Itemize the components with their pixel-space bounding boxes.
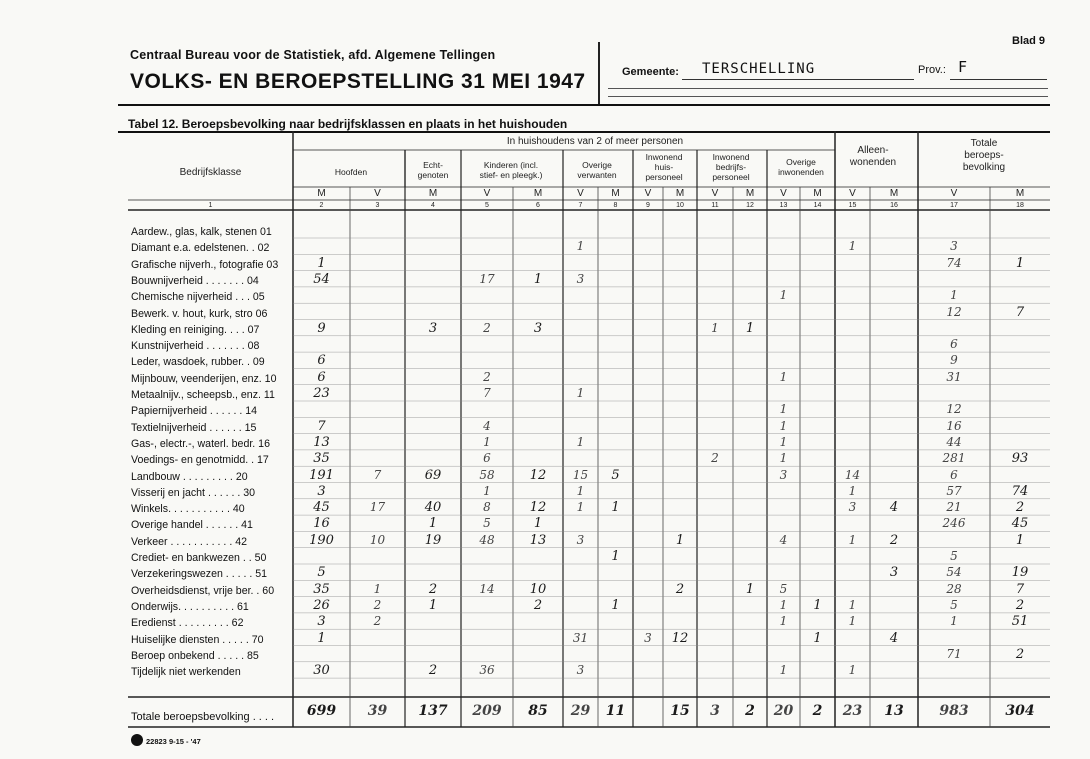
cell-value: 51 (1011, 614, 1029, 630)
sub-header-m: M (533, 188, 543, 199)
cell-value: 2 (675, 581, 685, 597)
cell-value: 191 (309, 467, 334, 483)
cell-value: 40 (424, 500, 442, 516)
cell-value: 1 (745, 320, 755, 336)
cell-value: 2 (1015, 500, 1025, 516)
row-label: Beroep onbekend . . . . . 85 (131, 649, 259, 662)
cell-value: 2 (428, 663, 438, 679)
sub-header-m: M (1015, 188, 1025, 199)
total-value: 39 (367, 703, 388, 719)
sub-header-v: V (950, 188, 958, 199)
cell-value: 281 (942, 451, 966, 466)
cell-value: 58 (479, 467, 495, 482)
column-number: 9 (646, 202, 650, 209)
cell-value: 246 (942, 516, 966, 531)
row-label: Gas-, electr.-, waterl. bedr. 16 (131, 437, 270, 450)
cell-value: 4 (889, 500, 899, 516)
prov-line (950, 79, 1047, 80)
column-number: 15 (848, 202, 857, 209)
cell-value: 10 (369, 532, 386, 547)
form-title: VOLKS- EN BEROEPSTELLING 31 MEI 1947 (130, 70, 586, 93)
cell-value: 54 (946, 565, 962, 580)
total-value: 2 (812, 703, 823, 719)
column-number: 5 (485, 202, 489, 209)
cell-value: 21 (946, 500, 962, 515)
column-number: 10 (676, 202, 684, 209)
sub-header-m: M (813, 188, 822, 199)
row-label: Papiernijverheid . . . . . . 14 (131, 405, 258, 418)
cell-value: 31 (946, 369, 962, 384)
total-value: 699 (306, 703, 337, 719)
cell-value: 1 (576, 483, 585, 498)
cell-value: 6 (950, 337, 958, 352)
header-divider (598, 42, 600, 104)
sub-header-v: V (577, 188, 584, 199)
row-label: Overheidsdienst, vrije ber. . 60 (131, 584, 275, 597)
cell-value: 3 (533, 320, 543, 336)
gemeente-value: TERSCHELLING (702, 61, 816, 77)
row-label: Kleding en reiniging. . . . 07 (131, 323, 260, 336)
column-number: 2 (319, 202, 324, 209)
cell-value: 3 (317, 614, 326, 630)
total-value: 11 (605, 703, 626, 719)
cell-value: 1 (779, 402, 788, 417)
row-label: Crediet- en bankwezen . . 50 (131, 552, 267, 564)
cell-value: 16 (946, 418, 962, 433)
header-rule (118, 104, 1050, 106)
cell-value: 1 (848, 614, 857, 629)
cell-value: 1 (779, 451, 788, 466)
cell-value: 2 (1015, 646, 1025, 662)
total-value: 209 (472, 703, 502, 719)
page-number: Blad 9 (1012, 35, 1046, 47)
row-label: Verzekeringswezen . . . . . 51 (131, 568, 268, 581)
cell-value: 1 (779, 434, 788, 449)
sub-header-m: M (675, 188, 685, 199)
cell-value: 17 (479, 271, 495, 286)
cell-value: 6 (483, 451, 491, 466)
cell-value: 5 (317, 565, 326, 581)
sub-header-m: M (428, 188, 438, 199)
sub-header-v: V (849, 188, 856, 199)
col-overige-verwanten: Overige verwanten (577, 160, 617, 180)
cell-value: 14 (479, 581, 495, 596)
table-caption: Tabel 12. Beroepsbevolking naar bedrijfsklassen en plaats in het huishouden (128, 117, 568, 131)
column-number: 4 (431, 202, 435, 209)
cell-value: 5 (950, 549, 958, 563)
cell-value: 13 (529, 532, 547, 548)
cell-value: 1 (779, 288, 788, 303)
row-label: Tijdelijk niet werkenden (131, 666, 241, 679)
cell-value: 1 (779, 418, 788, 433)
column-number: 7 (578, 202, 583, 209)
cell-value: 1 (1015, 255, 1025, 271)
cell-value: 1 (576, 500, 585, 515)
sub-header-m: M (611, 188, 620, 199)
cell-value: 1 (533, 516, 543, 532)
group-header: In huishoudens van 2 of meer personen (506, 136, 684, 147)
cell-value: 3 (576, 663, 585, 678)
cell-value: 93 (1011, 451, 1029, 467)
total-value: 304 (1005, 703, 1035, 719)
cell-value: 8 (483, 500, 491, 515)
cell-value: 1 (483, 483, 491, 498)
total-value: 2 (745, 703, 755, 719)
cell-value: 3 (848, 500, 857, 515)
column-number: 3 (375, 202, 380, 209)
column-number: 16 (890, 202, 898, 209)
cell-value: 7 (483, 386, 491, 400)
cell-value: 1 (428, 516, 438, 532)
total-value: 15 (670, 703, 690, 719)
row-label: Bewerk. v. hout, kurk, stro 06 (131, 307, 268, 320)
cell-value: 1 (576, 239, 585, 254)
row-label: Leder, wasdoek, rubber. . 09 (131, 356, 265, 369)
row-label: Huiselijke diensten . . . . . 70 (131, 633, 264, 646)
column-number: 8 (613, 202, 618, 209)
row-label: Eredienst . . . . . . . . . 62 (131, 617, 244, 630)
cell-value: 2 (1015, 597, 1025, 613)
cell-value: 15 (572, 467, 589, 482)
cell-value: 5 (950, 597, 958, 612)
cell-value: 4 (483, 418, 491, 433)
cell-value: 45 (1011, 516, 1029, 532)
cell-value: 1 (533, 271, 543, 287)
cell-value: 1 (428, 597, 438, 613)
cell-value: 1 (711, 320, 719, 335)
row-label: Visserij en jacht . . . . . . 30 (131, 486, 256, 499)
cell-value: 36 (479, 663, 495, 678)
blank-line (608, 88, 1048, 89)
cell-value: 31 (572, 630, 589, 645)
cell-value: 3 (576, 532, 585, 547)
cell-value: 14 (844, 467, 861, 482)
cell-value: 2 (889, 532, 899, 548)
cell-value: 3 (889, 565, 899, 581)
total-value: 85 (528, 703, 548, 719)
total-value: 20 (773, 703, 794, 719)
sub-header-m: M (889, 188, 899, 199)
sub-header-v: V (483, 188, 491, 199)
cell-value: 1 (317, 630, 326, 646)
cell-value: 3 (428, 320, 438, 336)
prov-value: F (958, 58, 968, 76)
sub-header-v: V (644, 188, 652, 199)
col-totale-beroepsbevolking: Totale beroeps- bevolking (962, 138, 1006, 173)
cell-value: 1 (813, 597, 822, 613)
cell-value: 2 (373, 597, 382, 612)
bureau-header: Centraal Bureau voor de Statistiek, afd. Algemene Tellingen (130, 48, 496, 62)
cell-value: 1 (950, 614, 958, 629)
cell-value: 48 (479, 532, 495, 547)
gemeente-label: Gemeente: (622, 66, 679, 78)
row-label: Diamant e.a. edelstenen. . 02 (131, 242, 270, 255)
cell-value: 2 (711, 451, 719, 466)
cell-value: 6 (317, 369, 326, 385)
cell-value: 2 (483, 369, 491, 384)
cell-value: 9 (317, 320, 326, 336)
caption-rule (118, 131, 1050, 133)
cell-value: 71 (946, 646, 962, 661)
col-inwonend-bedrijfspersoneel: Inwonend bedrijfs- personeel (712, 152, 750, 182)
cell-value: 35 (313, 451, 330, 467)
cell-value: 44 (946, 434, 962, 449)
column-number: 13 (779, 202, 788, 209)
cell-value: 4 (779, 532, 788, 547)
cell-value: 12 (529, 467, 547, 483)
column-number: 11 (711, 202, 719, 209)
cell-value: 1 (576, 434, 585, 449)
sub-header-v: V (374, 188, 381, 199)
column-number: 18 (1016, 202, 1024, 209)
row-label: Onderwijs. . . . . . . . . . 61 (131, 600, 249, 613)
cell-value: 1 (779, 614, 788, 629)
cell-value: 10 (529, 581, 547, 597)
cell-value: 1 (675, 532, 685, 548)
cell-value: 12 (946, 304, 962, 319)
cell-value: 26 (313, 597, 330, 613)
cell-value: 7 (1015, 581, 1025, 597)
cell-value: 190 (309, 532, 334, 548)
row-label: Metaalnijv., scheepsb., enz. 11 (131, 389, 275, 401)
cell-value: 45 (313, 500, 330, 516)
row-label: Winkels. . . . . . . . . . . 40 (131, 503, 245, 516)
cell-value: 2 (533, 597, 543, 613)
cell-value: 13 (313, 434, 330, 450)
total-value: 3 (710, 703, 720, 719)
cell-value: 2 (428, 581, 438, 597)
column-number: 14 (813, 202, 822, 209)
sub-header-v: V (780, 188, 787, 199)
col-echtgenoten: Echt- genoten (417, 160, 449, 180)
sub-header-m: M (745, 188, 755, 199)
cell-value: 5 (779, 581, 788, 596)
row-label: Aardew., glas, kalk, stenen 01 (131, 226, 272, 238)
row-label: Kunstnijverheid . . . . . . . 08 (131, 340, 260, 353)
total-value: 137 (418, 703, 448, 719)
cell-value: 6 (317, 353, 326, 369)
cell-value: 4 (889, 630, 899, 646)
col-kinderen: Kinderen (incl. stief- en pleegk.) (479, 160, 543, 180)
cell-value: 74 (1011, 483, 1029, 499)
sub-header-v: V (711, 188, 719, 199)
cell-value: 7 (373, 467, 382, 482)
cell-value: 30 (313, 663, 330, 679)
row-label: Verkeer . . . . . . . . . . . 42 (131, 535, 247, 548)
cell-value: 7 (1015, 304, 1025, 320)
total-value: 983 (939, 703, 969, 719)
cell-value: 1 (611, 597, 620, 613)
cell-value: 1 (813, 630, 822, 646)
total-value: 23 (842, 703, 863, 719)
cell-value: 1 (576, 386, 585, 400)
cell-value: 1 (848, 239, 857, 254)
col-inwonend-huispersoneel: Inwonend huis- personeel (645, 152, 683, 182)
total-value: 13 (884, 703, 904, 719)
gemeente-line (682, 79, 914, 80)
cell-value: 9 (950, 353, 958, 368)
cell-value: 1 (950, 288, 958, 303)
column-number: 17 (950, 202, 958, 209)
row-label: Bouwnijverheid . . . . . . . 04 (131, 274, 259, 287)
column-number: 12 (746, 202, 754, 209)
cell-value: 1 (779, 597, 788, 612)
cell-value: 12 (529, 500, 547, 516)
cell-value: 2 (483, 320, 491, 335)
cell-value: 28 (946, 581, 962, 596)
printer-mark-icon (131, 734, 143, 746)
total-value: 29 (570, 703, 591, 719)
cell-value: 35 (313, 581, 330, 597)
cell-value: 57 (946, 483, 962, 498)
cell-value: 2 (373, 614, 382, 629)
row-label: Chemische nijverheid . . . 05 (131, 291, 265, 304)
col-alleenwonenden: Alleen- wonenden (849, 145, 897, 168)
sub-header-m: M (317, 188, 326, 199)
cell-value: 1 (779, 369, 788, 384)
col-overige-inwonenden: Overige inwonenden (778, 157, 824, 177)
col-hoofden: Hoofden (334, 167, 368, 177)
totals-label: Totale beroepsbevolking . . . . (131, 711, 275, 723)
cell-value: 1 (611, 549, 620, 564)
cell-value: 7 (317, 418, 326, 434)
column-number: 6 (536, 202, 540, 209)
cell-value: 1 (745, 581, 755, 597)
cell-value: 12 (946, 402, 962, 417)
print-code: 22823 9-15 - '47 (146, 737, 201, 746)
col-bedrijfsklasse: Bedrijfsklasse (179, 167, 242, 178)
cell-value: 1 (373, 581, 382, 596)
cell-value: 54 (313, 271, 330, 287)
cell-value: 1 (848, 532, 857, 547)
row-label: Grafische nijverh., fotografie 03 (131, 258, 279, 271)
cell-value: 1 (317, 255, 326, 271)
row-label: Overige handel . . . . . . 41 (131, 519, 253, 532)
cell-value: 3 (576, 271, 585, 286)
row-label: Mijnbouw, veenderijen, enz. 10 (131, 372, 277, 385)
cell-value: 3 (950, 239, 958, 254)
cell-value: 74 (946, 255, 962, 270)
prov-label: Prov.: (918, 64, 946, 76)
cell-value: 3 (644, 630, 652, 645)
cell-value: 1 (848, 597, 857, 612)
cell-value: 19 (1011, 565, 1029, 581)
cell-value: 17 (369, 500, 386, 515)
cell-value: 5 (611, 467, 620, 483)
cell-value: 1 (1015, 532, 1025, 548)
cell-value: 5 (483, 516, 491, 531)
cell-value: 1 (483, 434, 491, 449)
cell-value: 23 (313, 386, 330, 401)
cell-value: 1 (611, 500, 620, 516)
cell-value: 1 (848, 483, 857, 498)
cell-value: 16 (313, 516, 330, 532)
column-number: 1 (208, 202, 213, 209)
blank-line (608, 96, 1048, 97)
cell-value: 69 (424, 467, 442, 483)
row-label: Voedings- en genotmidd. . 17 (131, 454, 269, 467)
row-label: Textielnijverheid . . . . . . 15 (131, 421, 257, 434)
row-label: Landbouw . . . . . . . . . 20 (131, 470, 248, 483)
cell-value: 6 (950, 467, 958, 482)
cell-value: 3 (317, 483, 326, 499)
cell-value: 1 (848, 663, 857, 678)
cell-value: 19 (424, 532, 442, 548)
cell-value: 1 (779, 663, 788, 678)
cell-value: 3 (779, 467, 788, 482)
cell-value: 12 (671, 630, 689, 646)
